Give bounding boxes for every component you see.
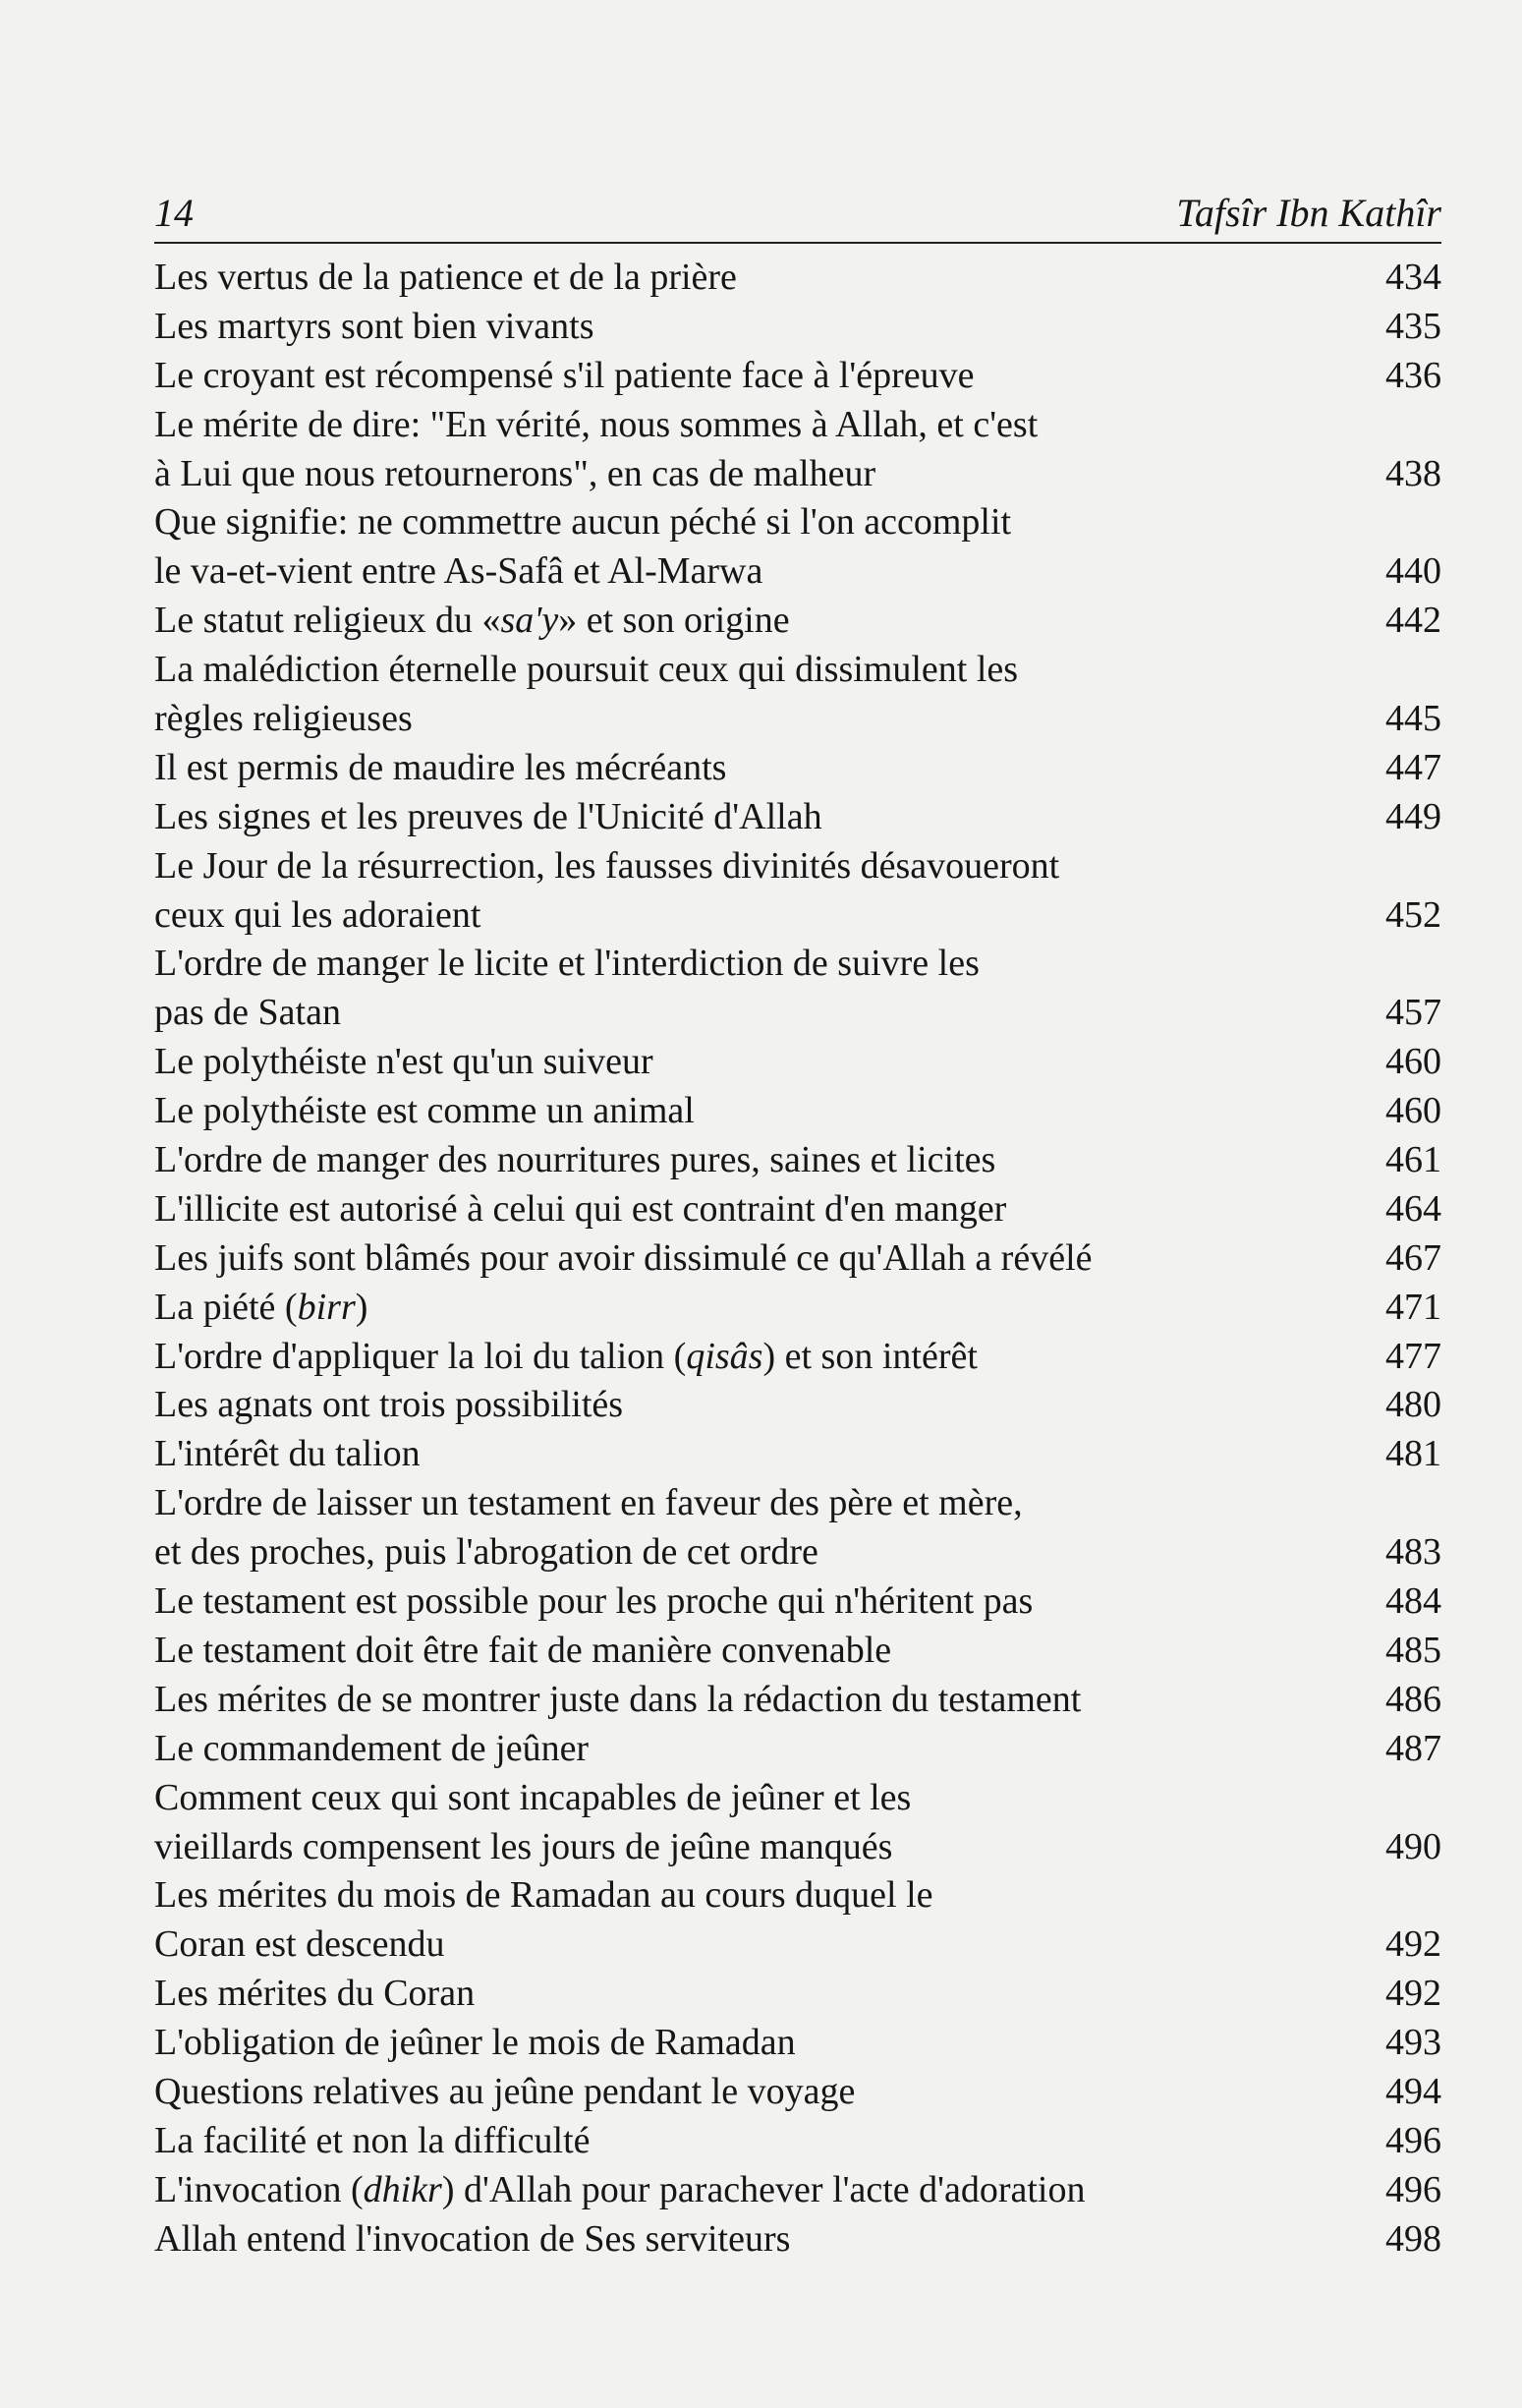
toc-row	[154, 1185, 1441, 1234]
title-text: Il est permis de maudire les mécréants	[154, 746, 727, 788]
toc-entry-title	[154, 303, 1362, 352]
toc-row	[154, 695, 1441, 744]
toc-row	[154, 254, 1441, 303]
toc-entry-title	[154, 989, 1362, 1038]
toc-entry-title	[154, 842, 1418, 891]
running-header	[154, 177, 1441, 236]
toc-entry-title	[154, 940, 1418, 989]
toc-page-number: 492	[1385, 1973, 1441, 2015]
toc-page-number: 435	[1385, 305, 1441, 347]
toc-page-number: 480	[1385, 1384, 1441, 1426]
title-text: )	[355, 1286, 368, 1328]
toc-entry-title	[154, 1136, 1362, 1185]
title-text: pas de Satan	[154, 992, 341, 1034]
toc-page-number: 490	[1385, 1825, 1441, 1867]
toc-row	[154, 1038, 1441, 1087]
toc-entry-title	[154, 1038, 1362, 1087]
title-text: à Lui que nous retournerons", en cas de malheur	[154, 452, 876, 494]
toc-row	[154, 1284, 1441, 1333]
toc-row	[154, 891, 1441, 941]
toc-entry-title	[154, 1381, 1362, 1430]
toc-entry-title	[154, 2019, 1362, 2068]
title-text: Questions relatives au jeûne pendant le voyage	[154, 2070, 856, 2112]
toc-row	[154, 2068, 1441, 2117]
toc-entry-title	[154, 1921, 1362, 1970]
toc-entry-title	[154, 1185, 1362, 1234]
toc-entry-title	[154, 254, 1362, 303]
toc-page-number: 487	[1385, 1727, 1441, 1769]
title-text: L'ordre de manger le licite et l'interdiction de suivre les	[154, 943, 980, 985]
title-text: Les mérites de se montrer juste dans la rédaction du testament	[154, 1678, 1082, 1720]
title-text: L'ordre de manger des nourritures pures, saines et licites	[154, 1139, 996, 1181]
toc-entry-title	[154, 1577, 1362, 1627]
title-text: Comment ceux qui sont incapables de jeûner et les	[154, 1776, 912, 1818]
title-text: » et son origine	[558, 600, 790, 642]
title-text: le va-et-vient entre As-Safâ et Al-Marwa	[154, 550, 763, 593]
toc-row	[154, 498, 1441, 547]
toc-page-number: 481	[1385, 1433, 1441, 1475]
toc-row	[154, 303, 1441, 352]
table-of-contents	[154, 254, 1441, 2265]
toc-row	[154, 597, 1441, 646]
toc-row	[154, 1921, 1441, 1970]
toc-entry-title	[154, 597, 1362, 646]
toc-row	[154, 940, 1441, 989]
title-text: La facilité et non la difficulté	[154, 2119, 591, 2161]
toc-row	[154, 1430, 1441, 1479]
header-rule	[154, 242, 1441, 244]
italic-term: qisâs	[686, 1335, 763, 1377]
toc-row	[154, 1136, 1441, 1185]
toc-page-number: 460	[1385, 1041, 1441, 1083]
toc-page-number: 457	[1385, 992, 1441, 1034]
title-text: Les martyrs sont bien vivants	[154, 305, 594, 347]
title-text: Le polythéiste n'est qu'un suiveur	[154, 1041, 653, 1083]
toc-page-number: 447	[1385, 746, 1441, 788]
toc-row	[154, 1479, 1441, 1528]
title-text: Les signes et les preuves de l'Unicité d'Allah	[154, 795, 822, 837]
toc-entry-title	[154, 793, 1362, 842]
toc-entry-title	[154, 2117, 1362, 2166]
toc-entry-title	[154, 1774, 1418, 1823]
toc-entry-title	[154, 1627, 1362, 1676]
toc-row	[154, 793, 1441, 842]
toc-entry-title	[154, 401, 1418, 450]
title-text: Coran est descendu	[154, 1923, 445, 1966]
title-text: vieillards compensent les jours de jeûne manqués	[154, 1825, 893, 1867]
toc-entry-title	[154, 646, 1418, 695]
page-number: 14	[154, 191, 194, 235]
toc-page-number: 436	[1385, 354, 1441, 396]
toc-entry-title	[154, 695, 1362, 744]
toc-row	[154, 2117, 1441, 2166]
toc-entry-title	[154, 2068, 1362, 2117]
toc-page-number: 445	[1385, 698, 1441, 740]
toc-entry-title	[154, 498, 1418, 547]
toc-page-number: 460	[1385, 1090, 1441, 1132]
title-text: ) et son intérêt	[762, 1335, 978, 1377]
toc-page-number: 438	[1385, 452, 1441, 494]
book-title: Tafsîr Ibn Kathîr	[1176, 191, 1441, 235]
title-text: L'illicite est autorisé à celui qui est contraint d'en manger	[154, 1187, 1007, 1230]
toc-entry-title	[154, 1284, 1362, 1333]
toc-row	[154, 547, 1441, 597]
toc-page-number: 434	[1385, 257, 1441, 298]
toc-page-number: 496	[1385, 2119, 1441, 2161]
toc-row	[154, 1725, 1441, 1774]
toc-entry-title	[154, 1871, 1418, 1921]
toc-row	[154, 1627, 1441, 1676]
toc-row	[154, 1333, 1441, 1382]
toc-row	[154, 842, 1441, 891]
toc-row	[154, 744, 1441, 793]
toc-page-number: 461	[1385, 1139, 1441, 1181]
title-text: Les mérites du mois de Ramadan au cours duquel le	[154, 1874, 933, 1917]
title-text: Les vertus de la patience et de la prière	[154, 257, 737, 298]
title-text: Le statut religieux du «	[154, 600, 501, 642]
toc-entry-title	[154, 891, 1362, 941]
toc-page-number: 486	[1385, 1678, 1441, 1720]
title-text: Le mérite de dire: "En vérité, nous sommes à Allah, et c'est	[154, 403, 1039, 445]
toc-row	[154, 1087, 1441, 1136]
toc-page-number: 471	[1385, 1286, 1441, 1328]
title-text: Que signifie: ne commettre aucun péché si l'on accomplit	[154, 501, 1012, 544]
toc-row	[154, 2166, 1441, 2215]
toc-page-number: 442	[1385, 600, 1441, 642]
toc-row	[154, 1381, 1441, 1430]
toc-row	[154, 1970, 1441, 2019]
toc-page-number: 494	[1385, 2070, 1441, 2112]
title-text: Le polythéiste est comme un animal	[154, 1090, 695, 1132]
toc-entry-title	[154, 1333, 1362, 1382]
title-text: Le commandement de jeûner	[154, 1727, 590, 1769]
toc-row	[154, 1871, 1441, 1921]
title-text: L'ordre de laisser un testament en faveur des père et mère,	[154, 1482, 1023, 1524]
toc-row	[154, 450, 1441, 499]
toc-entry-title	[154, 547, 1362, 597]
toc-row	[154, 1823, 1441, 1872]
title-text: Les agnats ont trois possibilités	[154, 1384, 624, 1426]
title-text: Les mérites du Coran	[154, 1973, 476, 2015]
toc-page-number: 477	[1385, 1335, 1441, 1377]
title-text: Les juifs sont blâmés pour avoir dissimulé ce qu'Allah a révélé	[154, 1236, 1093, 1279]
toc-row	[154, 1676, 1441, 1725]
toc-entry-title	[154, 1528, 1362, 1577]
toc-page-number: 449	[1385, 795, 1441, 837]
title-text: L'obligation de jeûner le mois de Ramadan	[154, 2022, 796, 2064]
toc-page-number: 493	[1385, 2022, 1441, 2064]
toc-entry-title	[154, 1430, 1362, 1479]
toc-entry-title	[154, 450, 1362, 499]
toc-page-number: 483	[1385, 1531, 1441, 1574]
toc-page-number: 484	[1385, 1580, 1441, 1623]
toc-row	[154, 646, 1441, 695]
toc-row	[154, 1577, 1441, 1627]
toc-entry-title	[154, 1087, 1362, 1136]
toc-row	[154, 2019, 1441, 2068]
italic-term: dhikr	[363, 2168, 442, 2210]
italic-term: sa'y	[500, 600, 559, 642]
toc-page-number: 440	[1385, 550, 1441, 593]
title-text: L'intérêt du talion	[154, 1433, 421, 1475]
toc-row	[154, 401, 1441, 450]
toc-page-number: 464	[1385, 1187, 1441, 1230]
toc-page-number: 498	[1385, 2217, 1441, 2260]
toc-row	[154, 1528, 1441, 1577]
toc-entry-title	[154, 1676, 1362, 1725]
toc-entry-title	[154, 2215, 1362, 2265]
toc-entry-title	[154, 1823, 1362, 1872]
title-text: ceux qui les adoraient	[154, 893, 481, 936]
title-text: ) d'Allah pour parachever l'acte d'adoration	[441, 2168, 1086, 2210]
toc-entry-title	[154, 1970, 1362, 2019]
toc-entry-title	[154, 1479, 1418, 1528]
toc-entry-title	[154, 1234, 1362, 1284]
toc-entry-title	[154, 1725, 1362, 1774]
title-text: Le testament est possible pour les proche qui n'héritent pas	[154, 1580, 1034, 1623]
title-text: Allah entend l'invocation de Ses serviteurs	[154, 2217, 791, 2260]
title-text: Le Jour de la résurrection, les fausses divinités désavoueront	[154, 844, 1060, 887]
toc-row	[154, 2215, 1441, 2265]
title-text: La piété (	[154, 1286, 298, 1328]
title-text: Le croyant est récompensé s'il patiente face à l'épreuve	[154, 354, 975, 396]
toc-row	[154, 989, 1441, 1038]
title-text: L'ordre d'appliquer la loi du talion (	[154, 1335, 687, 1377]
italic-term: birr	[297, 1286, 356, 1328]
toc-row	[154, 352, 1441, 401]
toc-entry-title	[154, 2166, 1362, 2215]
toc-row	[154, 1774, 1441, 1823]
title-text: La malédiction éternelle poursuit ceux qui dissimulent les	[154, 649, 1019, 691]
toc-row	[154, 1234, 1441, 1284]
toc-entry-title	[154, 352, 1362, 401]
toc-page-number: 492	[1385, 1923, 1441, 1966]
title-text: règles religieuses	[154, 698, 413, 740]
toc-page-number: 467	[1385, 1236, 1441, 1279]
toc-entry-title	[154, 744, 1362, 793]
toc-page-number: 452	[1385, 893, 1441, 936]
toc-page-number: 496	[1385, 2168, 1441, 2210]
title-text: Le testament doit être fait de manière convenable	[154, 1629, 892, 1671]
title-text: L'invocation (	[154, 2168, 364, 2210]
title-text: et des proches, puis l'abrogation de cet ordre	[154, 1531, 818, 1574]
toc-page-number: 485	[1385, 1629, 1441, 1671]
